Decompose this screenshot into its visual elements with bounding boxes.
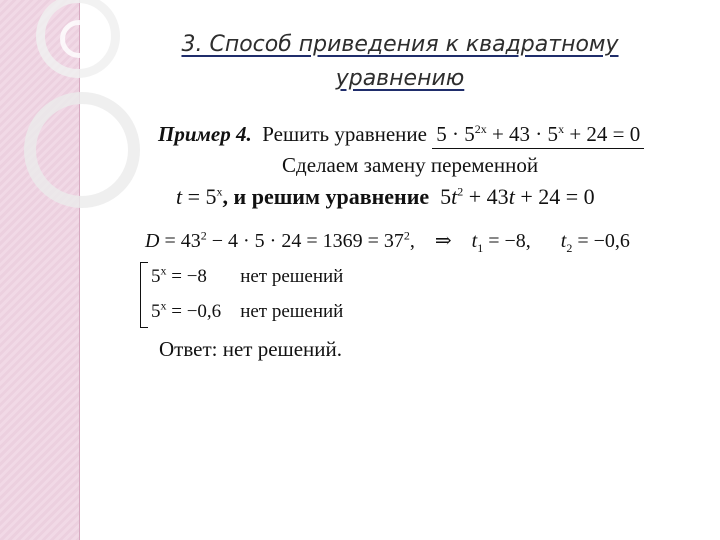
quadratic-equation: $5t^2 + 43t + 24 = 0$ xyxy=(440,184,595,209)
example-line xyxy=(158,122,644,147)
title-line-1: 3. Способ приведения к квадратному xyxy=(181,32,619,57)
system-bracket xyxy=(140,262,148,328)
substitution-line: $t = 5^x$, и решим уравнение $5t^2 + 43t + 24 = 0$ xyxy=(176,184,595,209)
solve-text: Решить уравнение xyxy=(262,122,427,146)
discriminant-line: $D = 43^2 - 4 \cdot 5 \cdot 24 = 1369 = 37^2$, ⇒ $t_1 = -8$, $t_2 = -0,6$ xyxy=(145,228,630,255)
given-equation: $5 \cdot 5^{2x} + 43 \cdot 5^x + 24 = 0$ xyxy=(432,122,644,149)
implies-arrow: ⇒ xyxy=(434,230,452,252)
decorative-side-band xyxy=(0,0,80,540)
answer: Ответ: нет решений. xyxy=(159,337,342,361)
example-label: Пример 4. xyxy=(158,122,252,146)
substitution-text: Сделаем замену переменной xyxy=(282,153,539,177)
case-2: $5^x = -0,6$ нет решений xyxy=(151,298,344,322)
decorative-ring xyxy=(24,92,140,208)
title-line-2: уравнению xyxy=(335,66,465,91)
case-1: $5^x = -8$ нет решений xyxy=(151,263,344,287)
decorative-ring xyxy=(60,20,98,58)
slide-title xyxy=(150,28,650,96)
